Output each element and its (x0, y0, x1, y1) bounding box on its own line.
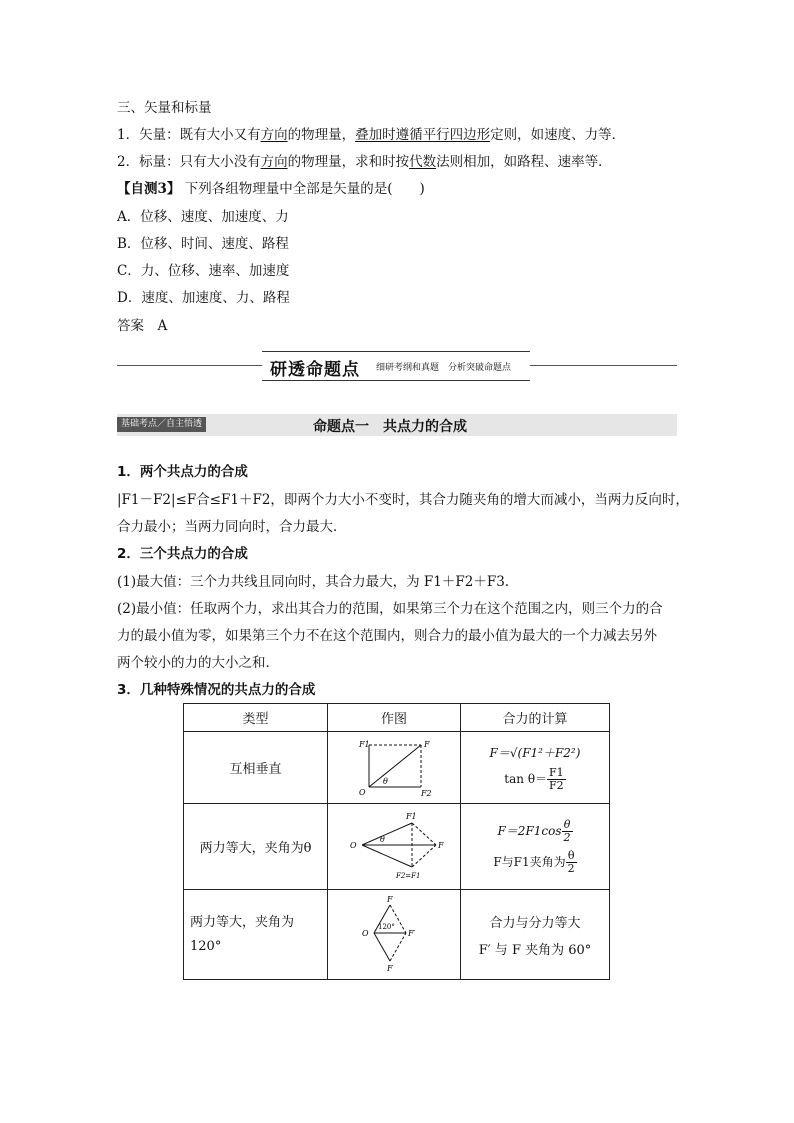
angle-text: F与F1夹角为 (493, 854, 566, 869)
text: 2．标量：只有大小没有 (117, 154, 261, 170)
calc-formula-2 (461, 767, 609, 792)
underlined-text: 代数 (409, 154, 437, 170)
text: 的物理量， (287, 127, 356, 143)
angle-120-diagram (354, 893, 434, 973)
numerator: F1 (549, 765, 564, 779)
quiz-tag: 【自测3】 (117, 181, 181, 197)
label-f: F (424, 739, 430, 749)
answer: 答案 A (117, 318, 168, 334)
vector-definition (117, 123, 625, 143)
row-type: 互相垂直 (184, 732, 328, 804)
section-banner (262, 351, 530, 381)
calc-formula-2 (461, 850, 609, 875)
scalar-definition (117, 150, 612, 170)
tan-label: tan θ＝ (504, 771, 548, 786)
three-forces-max: (1)最大值：三个力共线且同向时，其合力最大，为 F1＋F2＋F3. (117, 574, 510, 590)
numerator: θ (562, 819, 573, 832)
heading-special-cases: 3．几种特殊情况的共点力的合成 (117, 682, 316, 698)
denominator: 2 (567, 861, 575, 875)
special-cases-table (183, 703, 610, 980)
label-120: 120° (378, 922, 395, 931)
fraction (547, 767, 566, 792)
calc-perpendicular (461, 732, 610, 804)
calc-120 (461, 890, 610, 980)
option-c: C．力、位移、速率、加速度 (117, 263, 290, 279)
table-row (184, 890, 610, 980)
banner-subtitle: 细研考纲和真题 分析突破命题点 (376, 363, 512, 373)
option-b: B．位移、时间、速度、路程 (117, 236, 289, 252)
header-type: 类型 (184, 704, 328, 732)
calc-equal-theta (461, 804, 610, 890)
label-f-prime: F′ (408, 928, 416, 938)
denominator: 2 (563, 830, 571, 844)
diagram-perpendicular (328, 732, 461, 804)
perpendicular-diagram (349, 735, 439, 797)
label-f1: F1 (406, 811, 417, 821)
two-forces-line2: 合力最小；当两力同向时，合力最大． (117, 519, 347, 535)
three-forces-min-2: 力的最小值为零，如果第三个力不在这个范围内，则合力的最小值为最大的一个力减去另外 (117, 628, 657, 644)
label-f: F (438, 840, 444, 850)
row-type: 两力等大，夹角为 120° (184, 890, 328, 980)
topic-title: 命题点一 共点力的合成 (313, 419, 467, 435)
fraction (562, 819, 573, 844)
two-forces-line1: |F1－F2|≤F合≤F1＋F2，即两个力大小不变时，其合力随夹角的增大而减小，当两力反向时， (117, 492, 689, 508)
label-o: O (350, 840, 357, 850)
table-header-row (184, 704, 610, 732)
label-o: O (359, 787, 366, 797)
label-f1: F1 (359, 739, 370, 749)
table-row (184, 804, 610, 890)
quiz-question (117, 177, 425, 197)
underlined-text: 叠加时遵循 (355, 127, 423, 143)
label-o: O (362, 928, 369, 938)
header-diagram: 作图 (328, 704, 461, 732)
banner-title: 研透命题点 (270, 360, 360, 380)
option-a: A．位移、速度、加速度、力 (117, 209, 289, 225)
underlined-text: 平行四边形 (422, 127, 491, 143)
denominator: F2 (549, 778, 564, 792)
underlined-text: 方向 (260, 127, 288, 143)
calc-text-2: F′ 与 F 夹角为 60° (478, 942, 592, 958)
label-theta: θ (380, 834, 385, 844)
section-title: 三、矢量和标量 (117, 100, 212, 116)
calc-formula-1: F＝√(F1²＋F2²) (489, 745, 581, 760)
calc-text-1: 合力与分力等大 (489, 915, 581, 931)
table-row (184, 732, 610, 804)
text: 定则，如速度、力等． (490, 127, 626, 143)
equal-theta-diagram (344, 809, 444, 881)
diagram-120 (328, 890, 461, 980)
text: 法则相加，如路程、速率等． (436, 154, 612, 170)
label-f-bottom: F (387, 963, 393, 973)
fraction (566, 850, 577, 875)
numerator: θ (566, 850, 577, 863)
three-forces-min-3: 两个较小的力的大小之和． (117, 655, 279, 671)
question-text: 下列各组物理量中全部是矢量的是( ) (184, 181, 425, 197)
topic-bar (117, 414, 677, 436)
heading-three-forces: 2．三个共点力的合成 (117, 546, 248, 562)
calc-formula-1 (461, 819, 609, 844)
label-f-top: F (387, 894, 393, 904)
three-forces-min-1: (2)最小值：任取两个力，求出其合力的范围，如果第三个力在这个范围之内，则三个力的合 (117, 601, 663, 617)
diagram-equal-theta (328, 804, 461, 890)
heading-two-forces: 1．两个共点力的合成 (117, 464, 248, 480)
text: 的物理量，求和时按 (287, 154, 410, 170)
label-theta: θ (383, 776, 388, 786)
row-type: 两力等大，夹角为θ (184, 804, 328, 890)
label-f2: F2 (421, 788, 432, 797)
header-calc: 合力的计算 (461, 704, 610, 732)
cos-formula: F＝2F1cos (497, 823, 562, 838)
text: 1．矢量：既有大小又有 (117, 127, 261, 143)
option-d: D．速度、加速度、力、路程 (117, 290, 290, 306)
underlined-text: 方向 (260, 154, 288, 170)
topic-tag: 基础考点／自主悟透 (117, 417, 206, 432)
label-f2: F2=F1 (396, 871, 421, 880)
